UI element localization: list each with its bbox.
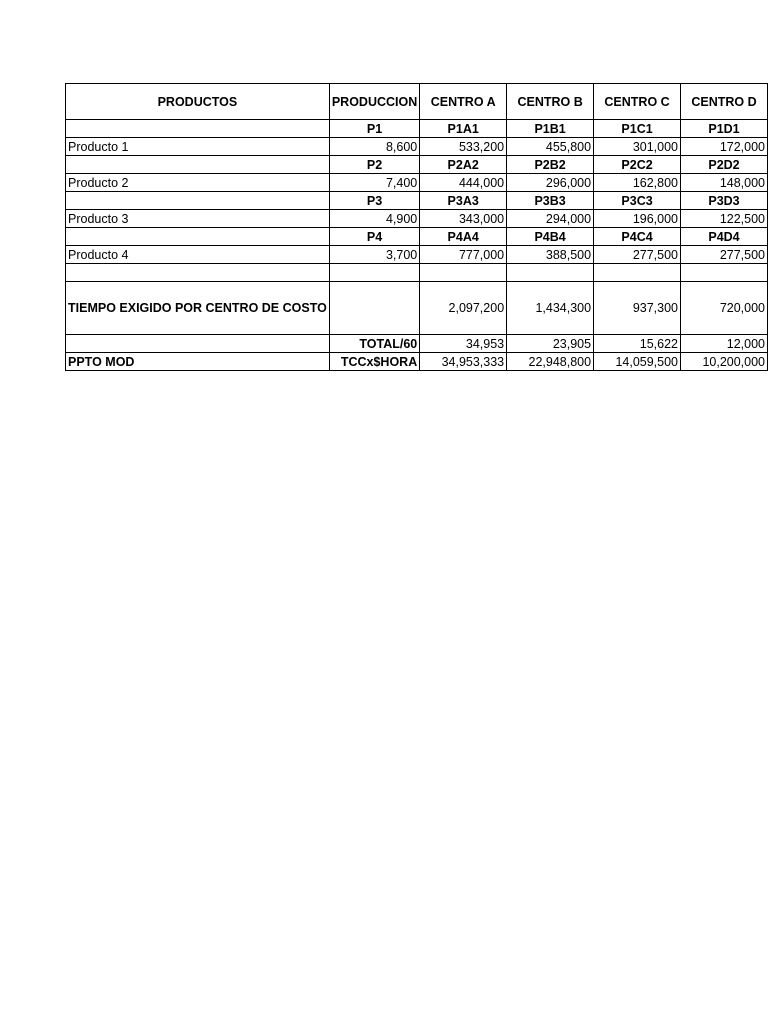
code-cell: P4B4 xyxy=(507,228,594,246)
empty-cell xyxy=(681,264,768,282)
code-cell: P4C4 xyxy=(594,228,681,246)
header-centro-d: CENTRO D xyxy=(681,84,768,120)
code-cell: P1A1 xyxy=(420,120,507,138)
value-cell: 8,600 xyxy=(329,138,419,156)
code-cell: P1B1 xyxy=(507,120,594,138)
product-name: Producto 4 xyxy=(66,246,330,264)
value-cell: 777,000 xyxy=(420,246,507,264)
header-centro-a: CENTRO A xyxy=(420,84,507,120)
empty-cell xyxy=(420,264,507,282)
product-row-1 xyxy=(66,138,768,156)
code-row-2 xyxy=(66,156,768,174)
value-cell: 162,800 xyxy=(594,174,681,192)
code-row-4 xyxy=(66,228,768,246)
empty-cell xyxy=(66,120,330,138)
product-row-3 xyxy=(66,210,768,228)
code-row-3 xyxy=(66,192,768,210)
code-cell: P3B3 xyxy=(507,192,594,210)
empty-cell xyxy=(329,282,419,335)
code-cell: P4 xyxy=(329,228,419,246)
product-name: Producto 1 xyxy=(66,138,330,156)
header-productos: PRODUCTOS xyxy=(66,84,330,120)
tiempo-value: 2,097,200 xyxy=(420,282,507,335)
ppto-value: 14,059,500 xyxy=(594,353,681,371)
value-cell: 3,700 xyxy=(329,246,419,264)
product-name: Producto 3 xyxy=(66,210,330,228)
code-cell: P4D4 xyxy=(681,228,768,246)
code-cell: P2B2 xyxy=(507,156,594,174)
empty-cell xyxy=(507,264,594,282)
code-cell: P3A3 xyxy=(420,192,507,210)
total-label: TOTAL/60 xyxy=(329,335,419,353)
value-cell: 301,000 xyxy=(594,138,681,156)
code-cell: P2 xyxy=(329,156,419,174)
empty-cell xyxy=(66,335,330,353)
ppto-value: 10,200,000 xyxy=(681,353,768,371)
total-value: 15,622 xyxy=(594,335,681,353)
total-value: 34,953 xyxy=(420,335,507,353)
value-cell: 196,000 xyxy=(594,210,681,228)
value-cell: 148,000 xyxy=(681,174,768,192)
code-cell: P2D2 xyxy=(681,156,768,174)
code-cell: P1 xyxy=(329,120,419,138)
code-cell: P2C2 xyxy=(594,156,681,174)
empty-cell xyxy=(66,228,330,246)
code-cell: P4A4 xyxy=(420,228,507,246)
value-cell: 294,000 xyxy=(507,210,594,228)
value-cell: 122,500 xyxy=(681,210,768,228)
total-row xyxy=(66,335,768,353)
value-cell: 172,000 xyxy=(681,138,768,156)
header-row xyxy=(66,84,768,120)
code-cell: P3C3 xyxy=(594,192,681,210)
code-cell: P3 xyxy=(329,192,419,210)
value-cell: 296,000 xyxy=(507,174,594,192)
ppto-value: 34,953,333 xyxy=(420,353,507,371)
ppto-label: PPTO MOD xyxy=(66,353,330,371)
tiempo-value: 720,000 xyxy=(681,282,768,335)
value-cell: 277,500 xyxy=(594,246,681,264)
value-cell: 343,000 xyxy=(420,210,507,228)
value-cell: 533,200 xyxy=(420,138,507,156)
empty-cell xyxy=(66,156,330,174)
code-row-1 xyxy=(66,120,768,138)
tiempo-row xyxy=(66,282,768,335)
header-centro-c: CENTRO C xyxy=(594,84,681,120)
tiempo-value: 1,434,300 xyxy=(507,282,594,335)
empty-cell xyxy=(66,264,330,282)
value-cell: 4,900 xyxy=(329,210,419,228)
ppto-row xyxy=(66,353,768,371)
tiempo-value: 937,300 xyxy=(594,282,681,335)
empty-cell xyxy=(66,192,330,210)
header-produccion: PRODUCCION xyxy=(329,84,419,120)
code-cell: P2A2 xyxy=(420,156,507,174)
value-cell: 277,500 xyxy=(681,246,768,264)
empty-cell xyxy=(329,264,419,282)
code-cell: P1D1 xyxy=(681,120,768,138)
ppto-value: 22,948,800 xyxy=(507,353,594,371)
code-cell: P3D3 xyxy=(681,192,768,210)
ppto-sublabel: TCCx$HORA xyxy=(329,353,419,371)
product-row-4 xyxy=(66,246,768,264)
product-name: Producto 2 xyxy=(66,174,330,192)
blank-row xyxy=(66,264,768,282)
product-row-2 xyxy=(66,174,768,192)
total-value: 12,000 xyxy=(681,335,768,353)
value-cell: 455,800 xyxy=(507,138,594,156)
code-cell: P1C1 xyxy=(594,120,681,138)
total-value: 23,905 xyxy=(507,335,594,353)
value-cell: 444,000 xyxy=(420,174,507,192)
value-cell: 388,500 xyxy=(507,246,594,264)
header-centro-b: CENTRO B xyxy=(507,84,594,120)
value-cell: 7,400 xyxy=(329,174,419,192)
empty-cell xyxy=(594,264,681,282)
tiempo-label: TIEMPO EXIGIDO POR CENTRO DE COSTO xyxy=(66,282,330,335)
budget-table xyxy=(65,83,768,371)
